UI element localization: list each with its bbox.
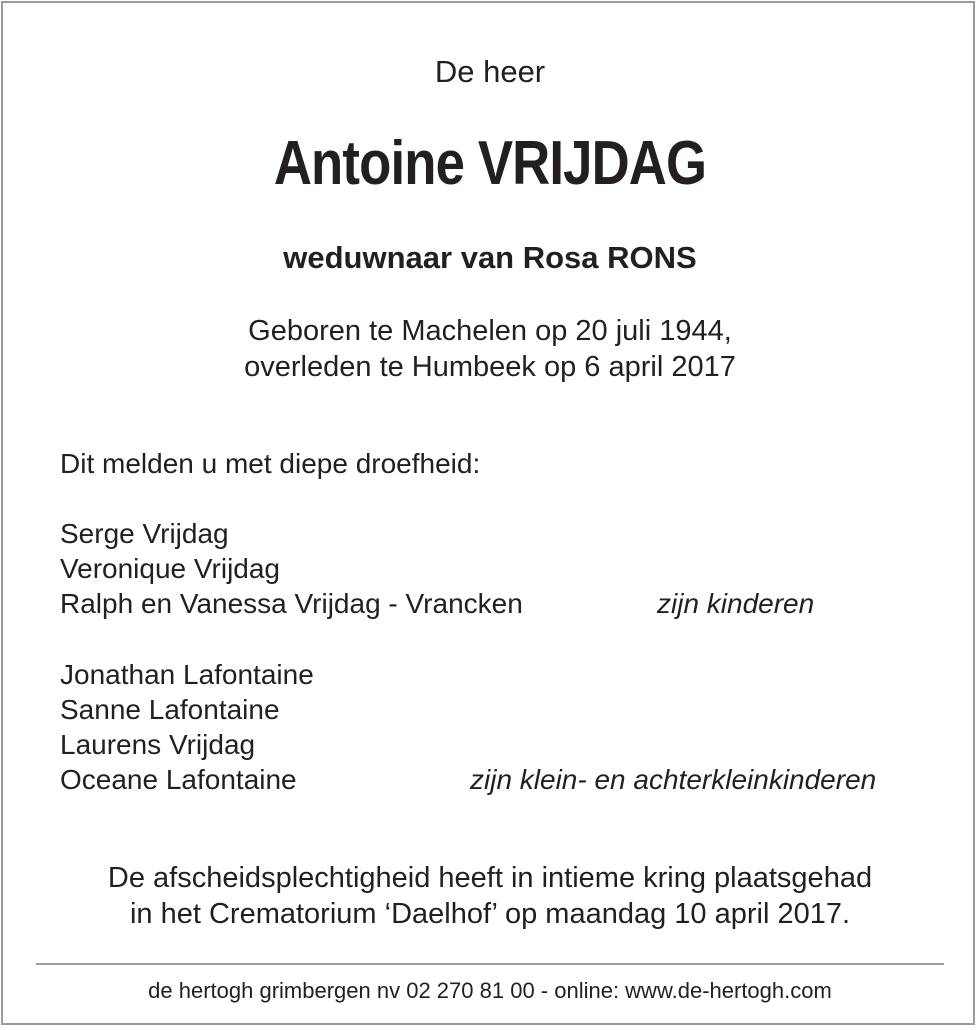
grandchildren-relation: zijn klein- en achterkleinkinderen xyxy=(470,764,877,795)
child-name: Veronique Vrijdag xyxy=(60,553,281,584)
deceased-name: Antoine VRIJDAG xyxy=(273,129,707,198)
grandchild-name: Jonathan Lafontaine xyxy=(60,659,314,690)
spouse-line: weduwnaar van Rosa RONS xyxy=(283,240,697,275)
birth-line: Geboren te Machelen op 20 juli 1944, xyxy=(248,315,732,347)
grandchild-name: Sanne Lafontaine xyxy=(60,694,280,725)
child-name: Ralph en Vanessa Vrijdag - Vrancken xyxy=(60,588,523,619)
death-line: overleden te Humbeek op 6 april 2017 xyxy=(244,351,736,383)
grandchild-name: Oceane Lafontaine xyxy=(60,764,297,795)
funeral-home-footer: de hertogh grimbergen nv 02 270 81 00 - online: www.de-hertogh.com xyxy=(148,978,832,1003)
ceremony-line: De afscheidsplechtigheid heeft in intieme kring plaatsgehad xyxy=(107,862,873,894)
child-name: Serge Vrijdag xyxy=(60,518,229,549)
salutation: De heer xyxy=(434,54,546,89)
footer-divider xyxy=(36,963,944,965)
ceremony-line: in het Crematorium ‘Daelhof’ op maandag 10 april 2017. xyxy=(129,898,851,930)
grandchild-name: Laurens Vrijdag xyxy=(60,729,256,760)
children-relation: zijn kinderen xyxy=(657,588,815,619)
announcement-intro: Dit melden u met diepe droefheid: xyxy=(60,448,481,479)
